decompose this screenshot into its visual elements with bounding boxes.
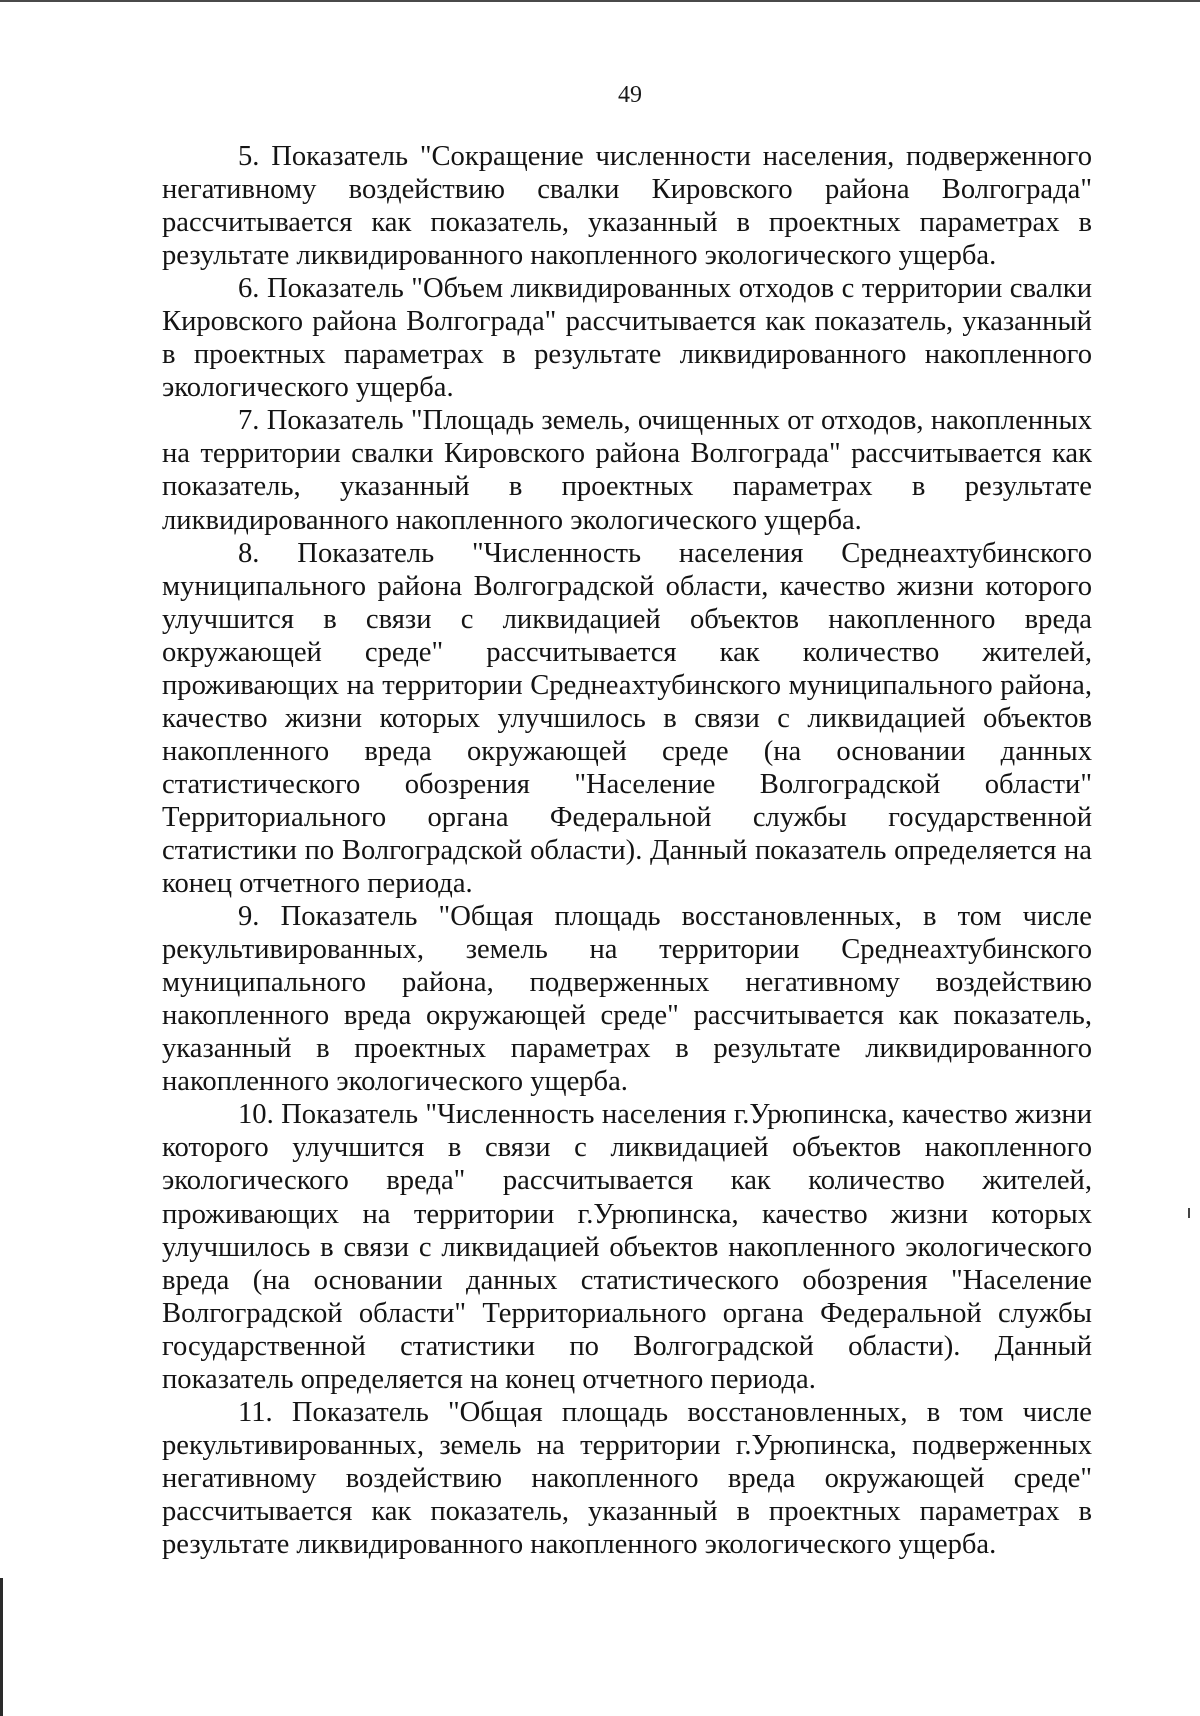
scan-speck [1188, 1208, 1190, 1218]
paragraph-8: 8. Показатель "Численность населения Среднеахтубинского муниципального района Волгоградской области, качество жизни которого улучшится в связи с ликвидацией объектов накопленного вреда окружающей среде" рассчитывается как количество жителей, проживающих на территории Среднеахтубинского муниципального района, качество жизни которых улучшилось в связи с ликвидацией объектов накопленного вреда окружающей среде (на основании данных статистического обозрения "Население Волгоградской области" Территориального органа Федеральной службы государственной статистики по Волгоградской области). Данный показатель определяется на конец отчетного периода. [162, 537, 1092, 900]
page-number: 49 [618, 82, 642, 108]
scan-border-line [0, 0, 1200, 2]
paragraph-5: 5. Показатель "Сокращение численности населения, подверженного негативному воздействию свалки Кировского района Волгограда" рассчитывается как показатель, указанный в проектных параметрах в результате ликвидированного накопленного экологического ущерба. [162, 141, 1092, 272]
document-body [162, 140, 1092, 1561]
paragraph-9: 9. Показатель "Общая площадь восстановленных, в том числе рекультивированных, земель на территории Среднеахтубинского муниципального района, подверженных негативному воздействию накопленного вреда окружающей среде" рассчитывается как показатель, указанный в проектных параметрах в результате ликвидированного накопленного экологического ущерба. [162, 901, 1092, 1098]
paragraph-6: 6. Показатель "Объем ликвидированных отходов с территории свалки Кировского района Волгограда" рассчитывается как показатель, указанный в проектных параметрах в результате ликвидированного накопленного экологического ущерба. [162, 273, 1092, 404]
scan-edge-shadow [0, 1578, 3, 1716]
paragraph-10: 10. Показатель "Численность населения г.Урюпинска, качество жизни которого улучшится в связи с ликвидацией объектов накопленного экологического вреда" рассчитывается как количество жителей, проживающих на территории г.Урюпинска, качество жизни которых улучшилось в связи с ликвидацией объектов накопленного экологического вреда (на основании данных статистического обозрения "Население Волгоградской области" Территориального органа Федеральной службы государственной статистики по Волгоградской области). Данный показатель определяется на конец отчетного периода. [162, 1099, 1092, 1395]
paragraph-7: 7. Показатель "Площадь земель, очищенных от отходов, накопленных на территории свалки Кировского района Волгограда" рассчитывается как показатель, указанный в проектных параметрах в результате ликвидированного накопленного экологического ущерба. [162, 405, 1092, 536]
paragraph-11: 11. Показатель "Общая площадь восстановленных, в том числе рекультивированных, земель на территории г.Урюпинска, подверженных негативному воздействию накопленного вреда окружающей среде" рассчитывается как показатель, указанный в проектных параметрах в результате ликвидированного накопленного экологического ущерба. [162, 1396, 1092, 1560]
